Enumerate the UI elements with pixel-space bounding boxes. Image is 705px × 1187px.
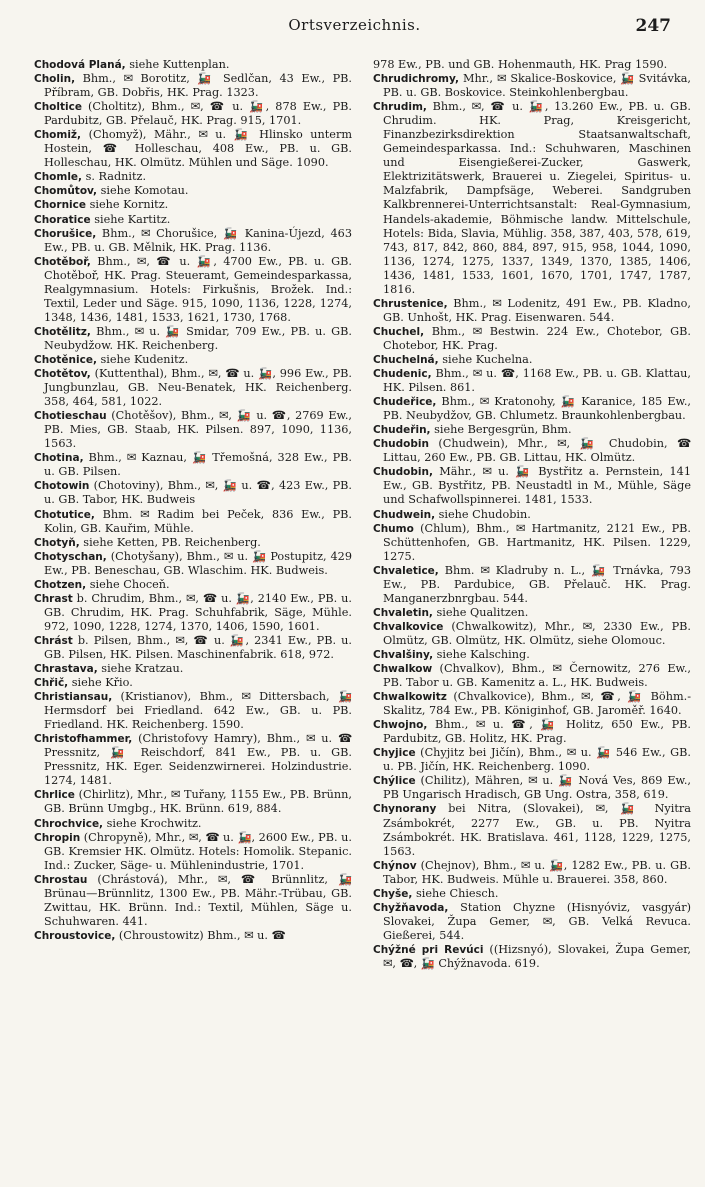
entry-headword: Chudobin,	[373, 466, 433, 479]
entry-text: (Chudwein), Mhr., ✉, 🚂 Chudobin, ☎ Littau, 260 Ew., PB. GB. Littau, HK. Olmütz.	[383, 437, 691, 465]
entry-text: siehe Qualitzen.	[432, 605, 529, 619]
directory-entry	[34, 662, 352, 676]
entry-headword: Chrastava,	[34, 663, 98, 676]
entry-text: siehe Kuchelna.	[438, 352, 533, 366]
entry-headword: Chvaletin,	[373, 606, 433, 619]
left-column	[34, 58, 352, 943]
entry-text: Bhm., ✉ Borotitz, 🚂 Sedlčan, 43 Ew., PB. Příbram, GB. Dobřis, HK. Prag. 1323.	[44, 72, 352, 100]
directory-entry	[34, 325, 352, 353]
entry-headword: Chotina,	[34, 452, 84, 465]
entry-text: siehe Chiesch.	[412, 886, 499, 900]
directory-entry	[373, 395, 691, 423]
entry-headword: Chyjice	[373, 747, 416, 760]
directory-entry	[373, 859, 691, 887]
entry-text: (Christofovy Hamry), Bhm., ✉ u. ☎ Pressnitz, 🚂 Reischdorf, 841 Ew., PB. u. GB. Pressnitz, HK. Eger. Seidenzwirnerei. Holzindustrie. 1274, 1481.	[44, 732, 352, 788]
entry-text: Bhm., ✉, ☎ u. 🚂, 13.260 Ew., PB. u. GB. Chrudim. HK. Prag, Kreisgericht, Finanzbezirksdirektion Staatsanwaltschaft, Gemeindesparkassa. Ind.: Schuhwaren, Maschinen und Eisengießerei-Zucker, Gaswerk, Elektrizitätswerk, Brauerei u. Ziegelei, Spiritus- u. Malzfabrik, Dampfsäge, Weberei. Sandgruben Kalkbrennerei-Unterrichtsanstalt: Real-Gymnasium, Handels-akademie, Böhmische landw. Mittelschule, Hotels: Bida, Slavia, Mühlig. 358, 387, 403, 578, 619, 743, 817, 842, 860, 884, 897, 915, 958, 1044, 1090, 1136, 1274, 1275, 1337, 1349, 1370, 1385, 1406, 1436, 1481, 1533, 1601, 1670, 1701, 1747, 1787, 1816.	[383, 100, 691, 296]
entry-text: siehe Kornitz.	[86, 198, 169, 212]
directory-entry	[34, 353, 352, 367]
entry-text: siehe Komotau.	[97, 184, 189, 198]
directory-entry	[34, 817, 352, 831]
directory-entry	[34, 213, 352, 227]
directory-entry	[34, 72, 352, 100]
entry-headword: Chrudim,	[373, 101, 427, 114]
page-title: Ortsverzeichnis.	[288, 16, 421, 34]
directory-entry	[373, 325, 691, 353]
directory-entry	[373, 465, 691, 507]
entry-headword: Chrochvice,	[34, 817, 104, 830]
directory-entry	[34, 184, 352, 198]
entry-headword: Chomiž,	[34, 129, 82, 142]
entry-headword: Chumo	[373, 522, 414, 535]
entry-headword: Cholin,	[34, 73, 76, 86]
entry-headword: Chýnov	[373, 859, 417, 872]
entry-text: (Chilitz), Mähren, ✉ u. 🚂 Nová Ves, 869 Ew., PB Ungarisch Hradisch, GB Ung. Ostra, 358, 619.	[383, 774, 691, 802]
entry-headword: Chrast	[34, 592, 73, 605]
entry-text: Mhr., ✉ Skalice-Boskovice, 🚂 Svitávka, PB. u. GB. Boskovice. Steinkohlenbergbau.	[383, 72, 691, 100]
entry-headword: Chotělitz,	[34, 325, 91, 338]
entry-text: b. Pilsen, Bhm., ✉, ☎ u. 🚂, 2341 Ew., PB. u. GB. Pilsen, HK. Pilsen. Maschinenfabrik. 618, 972.	[44, 633, 352, 661]
entry-headword: Chotěboř,	[34, 255, 91, 268]
directory-entry	[373, 72, 691, 100]
entry-text: siehe Chudobin.	[435, 507, 531, 521]
entry-headword: Chwalkow	[373, 663, 433, 676]
entry-text: (Chlum), Bhm., ✉ Hartmanitz, 2121 Ew., PB. Schüttenhofen, GB. Hartmanitz, HK. Pilsen. 1229, 1275.	[383, 521, 691, 563]
entry-text: Bhm., ✉ u. 🚂 Smidar, 709 Ew., PB. u. GB. Neubydžow. HK. Reichenberg.	[44, 324, 352, 352]
entry-headword: Chomůtov,	[34, 185, 98, 198]
entry-text: (Chrástová), Mhr., ✉, ☎ Brünnlitz, 🚂 Brünau—Brünnlitz, 1300 Ew., PB. Mähr.-Trübau, GB. Zwittau, HK. Brünn. Ind.: Textil, Mühlen, Säge u. Schuhwaren. 441.	[44, 872, 352, 928]
directory-entry	[34, 227, 352, 255]
entry-text: Mähr., ✉ u. 🚂 Bystřitz a. Pernstein, 141 Ew., GB. Bystřitz, PB. Neustadtl in M., Mühle, Säge und Schafwollspinnerei. 1481, 1533.	[383, 465, 691, 507]
entry-headword: Chodová Planá,	[34, 59, 126, 71]
entry-headword: Chotyň,	[34, 536, 80, 549]
entry-text: (Chomyž), Mähr., ✉ u. 🚂 Hlinsko unterm Hostein, ☎ Holleschau, 408 Ew., PB. u. GB. Holleschau, HK. Olmütz. Mühlen und Säge. 1090.	[44, 128, 352, 170]
entry-headword: Chynorany	[373, 803, 437, 816]
directory-entry	[373, 564, 691, 606]
entry-text: (Chirlitz), Mhr., ✉ Tuřany, 1155 Ew., PB. Brünn, GB. Brünn Umgbg., HK. Brünn. 619, 884.	[44, 788, 352, 816]
entry-headword: Chroustovice,	[34, 929, 116, 942]
directory-entry	[373, 508, 691, 522]
entry-headword: Chotutice,	[34, 508, 95, 521]
entry-text: (Chejnov), Bhm., ✉ u. 🚂, 1282 Ew., PB. u. GB. Tabor, HK. Budweis. Mühle u. Brauerei. 358, 860.	[383, 858, 691, 886]
entry-headword: Chudeřin,	[373, 424, 431, 437]
directory-entry	[34, 676, 352, 690]
entry-headword: Chyše,	[373, 887, 413, 900]
entry-text: (Chropyně), Mhr., ✉, ☎ u. 🚂, 2600 Ew., PB. u. GB. Kremsier HK. Olmütz. Hotels: Homolik. Stepanic. Ind.: Zucker, Säge- u. Mühlenindustrie, 1701.	[44, 830, 352, 872]
right-column	[373, 58, 691, 971]
directory-entry	[373, 100, 691, 297]
entry-headword: Chotětov,	[34, 368, 91, 381]
directory-entry	[34, 578, 352, 592]
entry-headword: Chwojno,	[373, 719, 428, 732]
directory-entry	[34, 367, 352, 409]
directory-entry	[373, 437, 691, 465]
directory-entry	[34, 536, 352, 550]
directory-entry	[34, 690, 352, 732]
entry-headword: Chudobin	[373, 438, 429, 451]
directory-entry	[34, 170, 352, 184]
entry-text: (Kuttenthal), Bhm., ✉, ☎ u. 🚂, 996 Ew., PB. Jungbunzlau, GB. Neu-Benatek, HK. Reichenberg. 358, 464, 581, 1022.	[44, 367, 352, 409]
directory-entry	[373, 774, 691, 802]
entry-text: (Chvalkovice), Bhm., ✉, ☎, 🚂 Böhm.-Skalitz, 784 Ew., PB. Königinhof, GB. Jaroměř. 1640.	[383, 690, 691, 718]
entry-text: Bhm., ✉ u. ☎, 1168 Ew., PB. u. GB. Klattau, HK. Pilsen. 861.	[383, 367, 691, 395]
entry-text: Bhm. ✉ Kladruby n. L., 🚂 Trnávka, 793 Ew., PB. Pardubice, GB. Přelauč. HK. Prag. Manganerzbnrgbau. 544.	[383, 563, 691, 605]
directory-entry	[373, 367, 691, 395]
entry-headword: Chwalkowitz	[373, 691, 447, 704]
entry-headword: Chýžné pri Revúci	[373, 943, 484, 956]
entry-text: siehe Ketten, PB. Reichenberg.	[79, 535, 261, 549]
entry-text: siehe Kuttenplan.	[125, 58, 230, 71]
entry-headword: Chvaletice,	[373, 564, 439, 577]
directory-entry	[34, 100, 352, 128]
entry-headword: Choltice	[34, 101, 82, 114]
directory-entry	[373, 662, 691, 690]
entry-text: siehe Choceň.	[86, 577, 170, 591]
entry-headword: Chudwein,	[373, 508, 436, 521]
page-header	[34, 16, 675, 40]
directory-entry	[34, 451, 352, 479]
entry-headword: Choratice	[34, 213, 91, 226]
entry-text: (Choltitz), Bhm., ✉, ☎ u. 🚂, 878 Ew., PB. Pardubitz, GB. Přelauč, HK. Prag. 915, 1701.	[44, 100, 352, 128]
directory-entry	[34, 128, 352, 170]
entry-headword: Chrostau	[34, 873, 88, 886]
entry-text: Bhm., ✉ Kaznau, 🚂 Třemošná, 328 Ew., PB. u. GB. Pilsen.	[44, 451, 352, 479]
entry-text: siehe Křio.	[68, 676, 133, 690]
entry-headword: Chorušice,	[34, 227, 97, 240]
entry-text: bei Nitra, (Slovakei), ✉, 🚂 Nyitra Zsámbokrét, 2277 Ew., GB. u. PB. Nyitra Zsámbokrét. HK. Bratislava. 461, 1128, 1229, 1275, 1563.	[383, 802, 691, 858]
entry-headword: Chudenic,	[373, 368, 432, 381]
entry-text: Bhm., ✉ Bestwin. 224 Ew., Chotebor, GB. Chotebor, HK. Prag.	[383, 324, 691, 352]
directory-entry	[34, 873, 352, 929]
entry-text: siehe Kalsching.	[433, 647, 530, 661]
directory-entry	[34, 409, 352, 451]
entry-text: Bhm., ✉ Lodenitz, 491 Ew., PB. Kladno, GB. Unhošt, HK. Prag. Eisenwaren. 544.	[383, 296, 691, 324]
entry-headword: Chuchelná,	[373, 353, 439, 366]
directory-entry	[373, 606, 691, 620]
entry-headword: Chomle,	[34, 171, 83, 184]
entry-text: b. Chrudim, Bhm., ✉, ☎ u. 🚂, 2140 Ew., PB. u. GB. Chrudim, HK. Prag. Schuhfabrik, Säge, Mühle. 972, 1090, 1228, 1274, 1370, 1406, 1590, 1601.	[44, 591, 352, 633]
entry-text: (Chyjitz bei Jičín), Bhm., ✉ u. 🚂 546 Ew., GB. u. PB. Jičín, HK. Reichenberg. 1090.	[383, 746, 691, 774]
entry-text: 978 Ew., PB. und GB. Hohenmauth, HK. Prag 1590.	[373, 58, 668, 71]
entry-text: ((Hizsnyó), Slovakei, Župa Gemer, ✉, ☎, 🚂 Chýžnavoda. 619.	[383, 942, 691, 970]
directory-entry	[373, 58, 691, 72]
directory-entry	[34, 58, 352, 72]
entry-text: (Chotyšany), Bhm., ✉ u. 🚂 Postupitz, 429 Ew., PB. Beneschau, GB. Wlaschim. HK. Budweis.	[44, 549, 352, 577]
directory-entry	[34, 634, 352, 662]
entry-text: Bhm., ✉, ☎ u. 🚂, 4700 Ew., PB. u. GB. Chotěboř, HK. Prag. Steueramt, Gemeindesparkassa, Realgymnasium. Hotels: Firkušnis, Brožek. Ind.: Textil, Leder und Säge. 915, 1090, 1136, 1228, 1274, 1348, 1436, 1481, 1533, 1621, 1730, 1768.	[44, 254, 352, 324]
entry-headword: Chornice	[34, 199, 86, 212]
directory-entry	[34, 479, 352, 507]
entry-text: Bhm., ✉ Chorušice, 🚂 Kanina-Újezd, 463 Ew., PB. u. GB. Mělnik, HK. Prag. 1136.	[44, 226, 352, 254]
directory-entry	[373, 522, 691, 564]
entry-headword: Chrlice	[34, 789, 75, 802]
directory-entry	[34, 831, 352, 873]
directory-entry	[373, 620, 691, 648]
entry-headword: Christiansau,	[34, 691, 113, 704]
entry-text: (Chotěšov), Bhm., ✉, 🚂 u. ☎, 2769 Ew., PB. Mies, GB. Staab, HK. Pilsen. 897, 1090, 1136, 1563.	[44, 409, 352, 451]
directory-entry	[373, 690, 691, 718]
entry-headword: Chrást	[34, 634, 73, 647]
directory-entry	[373, 648, 691, 662]
entry-text: (Chotoviny), Bhm., ✉, 🚂 u. ☎, 423 Ew., PB. u. GB. Tabor, HK. Budweis	[44, 479, 352, 507]
directory-entry	[373, 297, 691, 325]
entry-text: Station Chyzne (Hisnyóviz, vasgyár) Slovakei, Župa Gemer, ✉, GB. Velká Revuca. Gießerei, 544.	[383, 900, 691, 942]
directory-entry	[34, 550, 352, 578]
directory-entry	[34, 508, 352, 536]
entry-text: siehe Bergesgrün, Bhm.	[430, 423, 572, 437]
entry-headword: Chuchel,	[373, 325, 425, 338]
entry-headword: Chudeřice,	[373, 396, 437, 409]
entry-headword: Chotěnice,	[34, 353, 97, 366]
directory-entry	[373, 943, 691, 971]
entry-text: (Kristianov), Bhm., ✉ Dittersbach, 🚂 Hermsdorf bei Friedland. 642 Ew., GB. u. PB. Friedland. HK. Reichenberg. 1590.	[44, 690, 352, 732]
directory-entry	[34, 929, 352, 943]
entry-headword: Chotowin	[34, 480, 90, 493]
entry-text: siehe Krochwitz.	[103, 816, 202, 830]
entry-text: siehe Kratzau.	[97, 662, 184, 676]
directory-entry	[373, 746, 691, 774]
directory-entry	[34, 592, 352, 634]
entry-headword: Chvalkovice	[373, 620, 444, 633]
directory-entry	[373, 887, 691, 901]
entry-text: s. Radnitz.	[82, 170, 147, 184]
entry-headword: Chýlice	[373, 775, 416, 788]
page-number: 247	[635, 16, 671, 36]
entry-headword: Chvalšiny,	[373, 648, 434, 661]
entry-text: (Chvalkov), Bhm., ✉ Černowitz, 276 Ew., PB. Tabor u. GB. Kamenitz a. L., HK. Budweis.	[383, 662, 691, 690]
directory-entry	[34, 198, 352, 212]
entry-headword: Chotieschau	[34, 410, 107, 423]
entry-headword: Chrustenice,	[373, 297, 448, 310]
directory-entry	[34, 255, 352, 325]
entry-headword: Chřič,	[34, 677, 69, 690]
directory-entry	[373, 353, 691, 367]
entry-text: (Chwalkowitz), Mhr., ✉, 2330 Ew., PB. Olmütz, GB. Olmütz, HK. Olmütz, siehe Olomouc.	[383, 619, 691, 647]
directory-entry	[373, 718, 691, 746]
entry-text: siehe Kudenitz.	[96, 352, 189, 366]
directory-entry	[373, 423, 691, 437]
entry-headword: Chyžňavoda,	[373, 901, 449, 914]
entry-headword: Christofhammer,	[34, 733, 133, 746]
entry-text: (Chroustowitz) Bhm., ✉ u. ☎	[115, 928, 286, 942]
directory-entry	[34, 732, 352, 788]
entry-headword: Chotzen,	[34, 578, 87, 591]
entry-text: Bhm., ✉ Kratonohy, 🚂 Karanice, 185 Ew., PB. Neubydžov, GB. Chlumetz. Braunkohlenbergbau.	[383, 395, 691, 423]
entry-headword: Chrudichromy,	[373, 73, 459, 86]
directory-entry	[34, 788, 352, 816]
entry-text: Bhm. ✉ Radim bei Peček, 836 Ew., PB. Kolin, GB. Kauřim, Mühle.	[44, 507, 352, 535]
directory-entry	[373, 802, 691, 858]
entry-headword: Chropin	[34, 831, 81, 844]
directory-entry	[373, 901, 691, 943]
entry-text: Bhm., ✉ u. ☎, 🚂 Holitz, 650 Ew., PB. Pardubitz, GB. Holitz, HK. Prag.	[383, 718, 691, 746]
entry-text: siehe Kartitz.	[90, 212, 171, 226]
entry-headword: Chotyschan,	[34, 550, 107, 563]
